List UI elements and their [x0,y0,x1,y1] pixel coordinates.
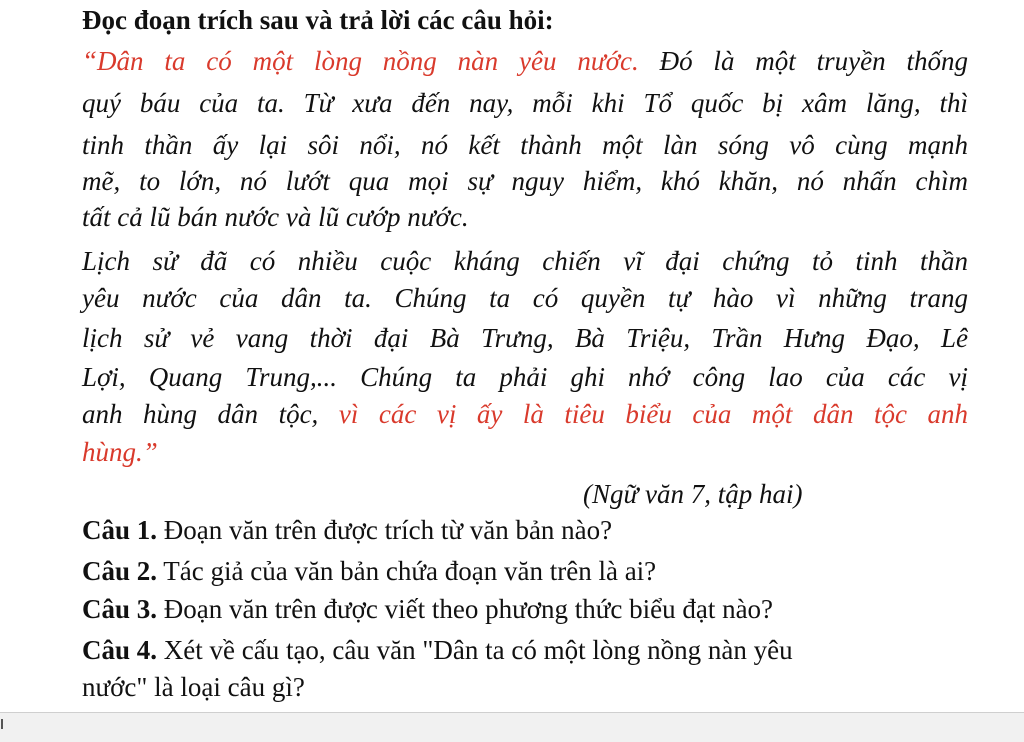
passage-line-10-start: anh hùng dân tộc, [82,399,319,429]
question-2-text: Tác giả của văn bản chứa đoạn văn trên là ai? [157,556,657,586]
question-4-label: Câu 4. [82,635,158,665]
passage-line-2: quý báu của ta. Từ xưa đến nay, mỗi khi Tổ quốc bị xâm lăng, thì [82,88,968,118]
question-3-text: Đoạn văn trên được viết theo phương thức biểu đạt nào? [157,594,774,624]
question-4 [82,634,793,666]
window-bottom-bar [0,712,1024,742]
passage-line-4: mẽ, to lớn, nó lướt qua mọi sự nguy hiểm, khó khăn, nó nhấn chìm [82,166,968,196]
passage-highlight-opening: “Dân ta có một lòng nồng nàn yêu nước. [82,46,639,76]
passage-line-5: tất cả lũ bán nước và lũ cướp nước. [82,202,469,232]
question-4-text: Xét về cấu tạo, câu văn "Dân ta có một lòng nồng nàn yêu [157,635,793,665]
passage-line-3: tinh thần ấy lại sôi nổi, nó kết thành một làn sóng vô cùng mạnh [82,130,968,160]
passage-highlight-closing-end: hùng.” [82,437,158,467]
question-1 [82,514,612,546]
passage-line-7: yêu nước của dân ta. Chúng ta có quyền tự hào vì những trang [82,283,968,313]
question-1-label: Câu 1. [82,515,158,545]
question-1-text: Đoạn văn trên được trích từ văn bản nào? [157,515,613,545]
passage-line-1 [82,45,968,77]
question-4-continued: nước" là loại câu gì? [82,672,305,702]
passage-line-11 [82,436,968,468]
question-2 [82,555,656,587]
question-3-label: Câu 3. [82,594,158,624]
passage-line-10 [82,398,968,430]
passage-line-8: lịch sử vẻ vang thời đại Bà Trưng, Bà Triệu, Trần Hưng Đạo, Lê [82,323,968,353]
passage-line-1-rest: Đó là một truyền thống [638,46,968,76]
question-2-label: Câu 2. [82,556,158,586]
question-3 [82,593,773,625]
passage-line-9: Lợi, Quang Trung,... Chúng ta phải ghi nhớ công lao của các vị [82,362,968,392]
passage-source: (Ngữ văn 7, tập hai) [583,479,803,509]
cursor-tick [1,719,3,729]
passage-line-6: Lịch sử đã có nhiều cuộc kháng chiến vĩ đại chứng tỏ tinh thần [82,246,968,276]
exercise-heading: Đọc đoạn trích sau và trả lời các câu hỏi: [82,5,554,35]
passage-highlight-closing: vì các vị ấy là tiêu biểu của một dân tộc anh [318,399,968,429]
